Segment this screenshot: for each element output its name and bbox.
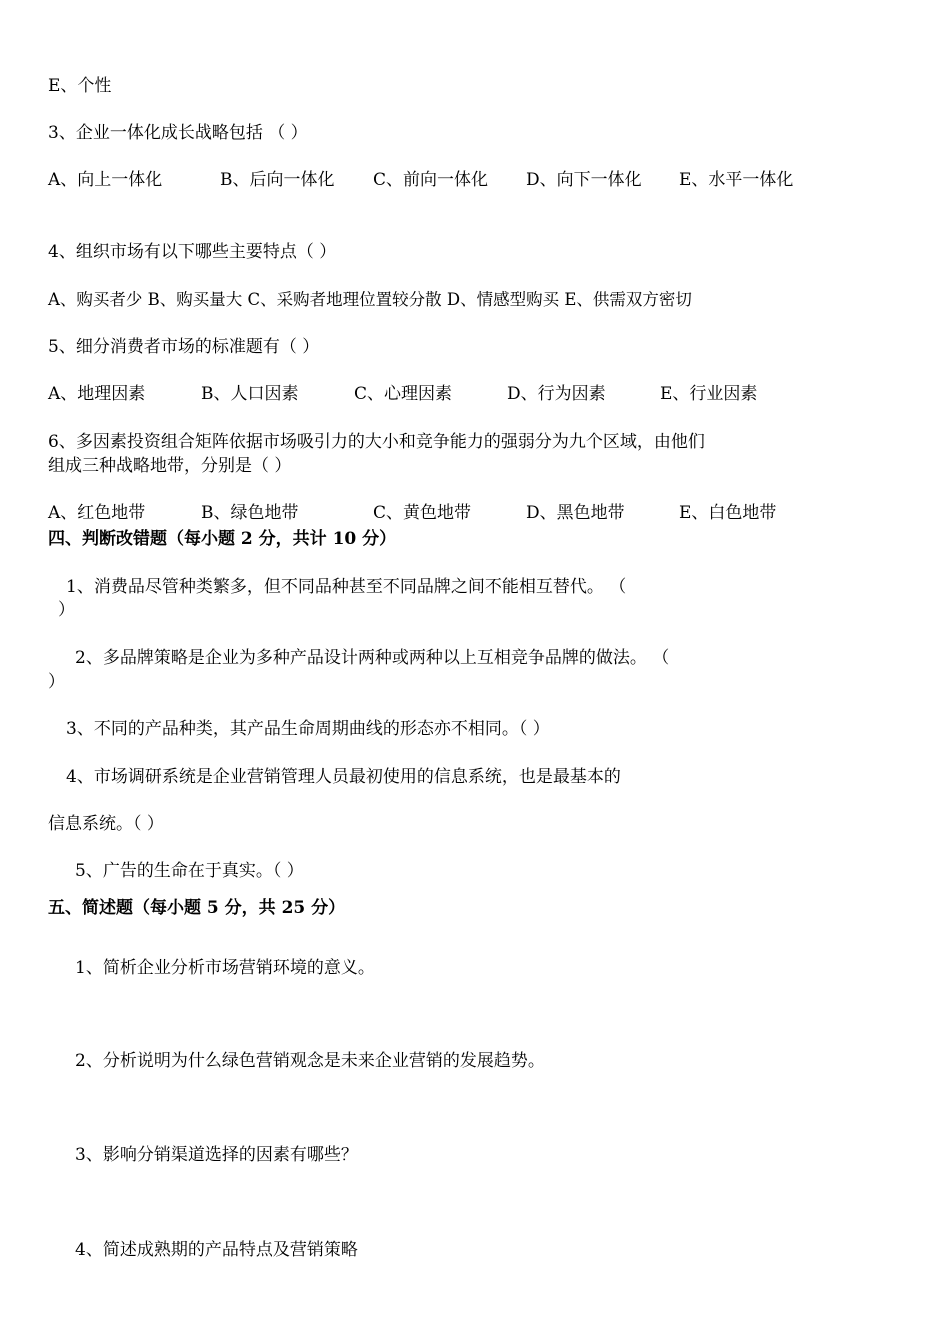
q6-options [48,501,776,525]
q4-stem: 4、组织市场有以下哪些主要特点（ ） [48,242,337,262]
s4-item3: 3、不同的产品种类，其产品生命周期曲线的形态亦不相同。（ ） [66,719,550,739]
q6-option-a: A、红色地带 [48,503,146,523]
q5-option-e: E、行业因素 [660,384,758,404]
q6-option-c: C、黄色地带 [373,503,472,523]
q6-option-d: D、黑色地带 [526,503,625,523]
q3-stem: 3、企业一体化成长战略包括 （ ） [48,123,308,143]
q3-option-b: B、后向一体化 [220,170,335,190]
q3-option-c: C、前向一体化 [373,170,489,190]
section5-title: 五、简述题（每小题 5 分，共 25 分） [48,898,346,918]
section4-title: 四、判断改错题（每小题 2 分，共计 10 分） [48,529,397,549]
q5-option-d: D、行为因素 [507,384,606,404]
s5-item1: 1、简析企业分析市场营销环境的意义。 [75,958,375,978]
q3-options [48,168,793,192]
s4-item4-line2: 信息系统。（ ） [48,814,164,834]
q3-option-a: A、向上一体化 [48,170,163,190]
s4-item1-line1: 1、消费品尽管种类繁多，但不同品种甚至不同品牌之间不能相互替代。 （ [66,577,627,597]
q5-option-a: A、地理因素 [48,384,146,404]
s5-item4: 4、简述成熟期的产品特点及营销策略 [75,1240,358,1260]
s4-item2-line1: 2、多品牌策略是企业为多种产品设计两种或两种以上互相竞争品牌的做法。 （ [75,648,670,668]
q5-options [48,382,757,406]
s4-item5: 5、广告的生命在于真实。（ ） [75,861,304,881]
q4-options: A、购买者少 B、购买量大 C、采购者地理位置较分散 D、情感型购买 E、供需双方密切 [48,290,692,309]
s4-item2-line2: ） [48,672,65,692]
q5-option-c: C、心理因素 [354,384,453,404]
q6-option-b: B、绿色地带 [201,503,299,523]
q6-stem-line2: 组成三种战略地带，分别是（ ） [48,456,292,476]
s4-item1-line2: ） [58,600,75,620]
s4-item4-line1: 4、市场调研系统是企业营销管理人员最初使用的信息系统，也是最基本的 [66,767,621,787]
q6-option-e: E、白色地带 [679,503,777,523]
q5-option-b: B、人口因素 [201,384,299,404]
s5-item2: 2、分析说明为什么绿色营销观念是未来企业营销的发展趋势。 [75,1051,545,1071]
q2-option-e: E、个性 [48,76,112,96]
s5-item3: 3、影响分销渠道选择的因素有哪些？ [75,1145,358,1165]
q3-option-e: E、水平一体化 [679,170,794,190]
q3-option-d: D、向下一体化 [526,170,642,190]
q6-stem-line1: 6、多因素投资组合矩阵依据市场吸引力的大小和竞争能力的强弱分为九个区域，由他们 [48,432,705,452]
q5-stem: 5、细分消费者市场的标准题有（ ） [48,337,320,357]
